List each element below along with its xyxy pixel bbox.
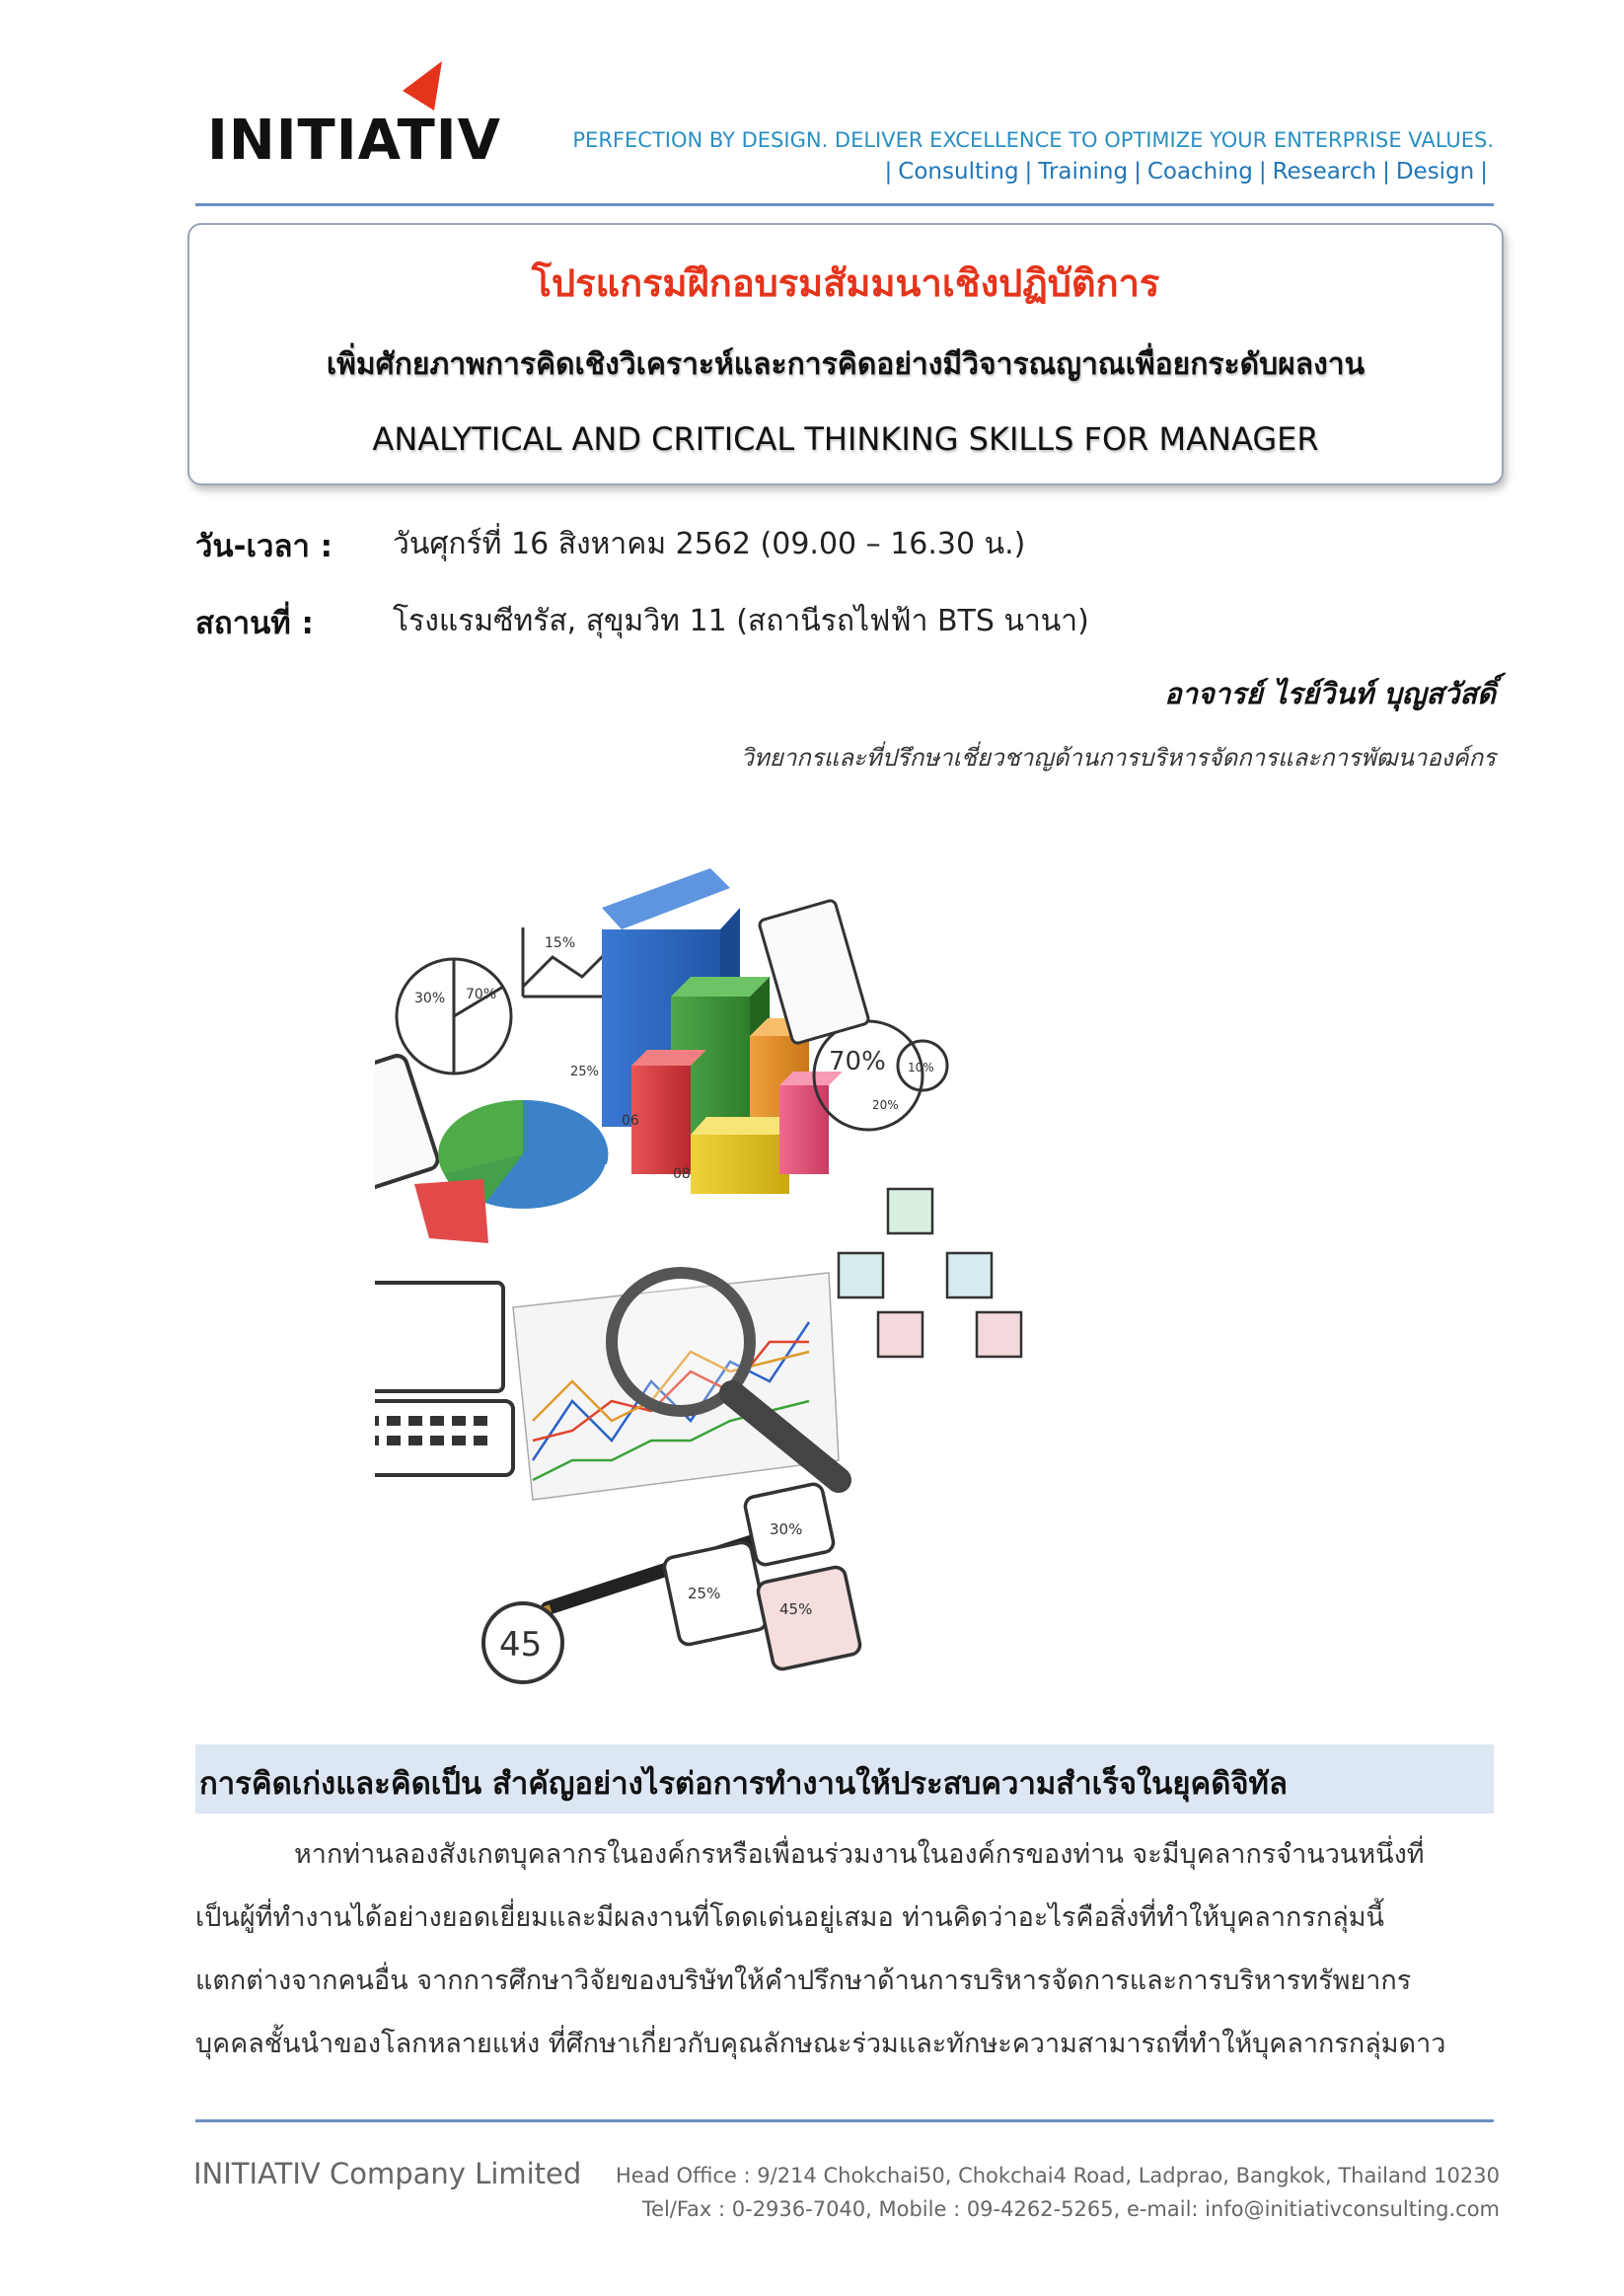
program-subtitle-th: เพิ่มศักยภาพการคิดเชิงวิเคราะห์และการคิดอย่างมีวิจารณญาณเพื่อยกระดับผลงาน (326, 347, 1366, 382)
services-separator: | (1382, 159, 1390, 185)
date-label: วัน-เวลา : (195, 529, 333, 564)
sketch-pie-topleft (397, 959, 511, 1074)
services-separator: | (1480, 159, 1488, 185)
services-separator: | (884, 159, 893, 185)
place-value: โรงแรมซีทรัส, สุขุมวิท 11 (สถานีรถไฟฟ้า BTS นานา) (393, 604, 1089, 638)
program-subtitle-en: ANALYTICAL AND CRITICAL THINKING SKILLS FOR MANAGER (372, 420, 1319, 458)
header-tagline-block (572, 124, 1494, 187)
label-45: 45 (499, 1625, 543, 1665)
logo-text: INITIATIV (207, 109, 501, 173)
footer-address-line: Head Office : 9/214 Chokchai50, Chokchai4 Road, Ladprao, Bangkok, Thailand 10230 (615, 2164, 1500, 2187)
services-separator: | (1024, 159, 1033, 185)
services-separator: | (1258, 159, 1267, 185)
label-15: 15% (545, 935, 576, 951)
footer-company: INITIATIV Company Limited (193, 2157, 582, 2190)
speaker-name: อาจารย์ ไรย์วินท์ บุญสวัสดิ์ (1164, 677, 1496, 710)
date-value: วันศุกร์ที่ 16 สิงหาคม 2562 (09.00 – 16.30 น.) (393, 527, 1026, 561)
service-training: Training (1038, 159, 1129, 185)
paragraph-line: แตกต่างจากคนอื่น จากการศึกษาวิจัยของบริษัทให้คำปรึกษาด้านการบริหารจัดการและการบริหารทรัพยากร (195, 1965, 1412, 1996)
paragraph-line: เป็นผู้ที่ทำงานได้อย่างยอดเยี่ยมและมีผลงานที่โดดเด่นอยู่เสมอ ท่านคิดว่าอะไรคือสิ่งที่ทำให้บุคลากรกลุ่มนี้ (195, 1902, 1384, 1933)
service-research: Research (1272, 159, 1377, 185)
services-separator: | (1134, 159, 1142, 185)
label-70a: 70% (466, 987, 497, 1002)
place-label: สถานที่ : (195, 606, 314, 641)
section-paragraph (195, 1823, 1494, 2076)
services-nav (572, 156, 1494, 187)
label-30b: 30% (770, 1520, 803, 1538)
company-logo (207, 61, 501, 173)
speaker-role: วิทยากรและที่ปรึกษาเชี่ยวชาญด้านการบริหารจัดการและการพัฒนาองค์กร (740, 744, 1496, 772)
section-heading-bar (195, 1744, 1494, 1814)
header-divider (195, 203, 1494, 206)
footer-contact-line: Tel/Fax : 0-2936-7040, Mobile : 09-4262-5265, e-mail: info@initiativconsulting.com (641, 2197, 1500, 2221)
program-title: โปรแกรมฝึกอบรมสัมมนาเชิงปฏิบัติการ (531, 261, 1160, 305)
service-design: Design (1395, 159, 1475, 185)
label-25: 25% (570, 1065, 599, 1079)
tablet-sketch (375, 1053, 440, 1193)
sketch-grid-boxes (663, 1482, 862, 1670)
laptop-sketch (375, 1283, 513, 1475)
label-25b: 25% (688, 1585, 721, 1602)
logo-triangle-icon (395, 61, 444, 112)
section-heading: การคิดเก่งและคิดเป็น สำคัญอย่างไรต่อการทำงานให้ประสบความสำเร็จในยุคดิจิทัล (199, 1766, 1288, 1802)
pie-chart-3d (414, 1100, 608, 1243)
title-box (187, 223, 1504, 485)
footer-address (616, 2159, 1500, 2226)
paragraph-line: บุคคลชั้นนำของโลกหลายแห่ง ที่ศึกษาเกี่ยวกับคุณลักษณะร่วมและทักษะความสามารถที่ทำให้บุคลากรกลุ่มดาว (195, 2029, 1446, 2059)
label-08: 08 (673, 1166, 691, 1182)
label-30a: 30% (414, 991, 446, 1006)
service-consulting: Consulting (898, 159, 1019, 185)
analytics-illustration (375, 849, 1263, 1697)
flow-diagram (839, 1189, 1021, 1357)
paragraph-line: หากท่านลองสังเกตบุคลากรในองค์กรหรือเพื่อนร่วมงานในองค์กรของท่าน จะมีบุคลากรจำนวนหนึ่งที่ (294, 1839, 1425, 1870)
service-coaching: Coaching (1146, 159, 1253, 185)
label-45p: 45% (779, 1600, 813, 1618)
label-10: 10% (908, 1061, 934, 1074)
tagline: PERFECTION BY DESIGN. DELIVER EXCELLENCE TO OPTIMIZE YOUR ENTERPRISE VALUES. (572, 128, 1494, 152)
label-70b: 70% (829, 1047, 886, 1076)
label-20: 20% (872, 1098, 899, 1112)
footer-divider (195, 2119, 1494, 2122)
label-06: 06 (622, 1113, 639, 1129)
